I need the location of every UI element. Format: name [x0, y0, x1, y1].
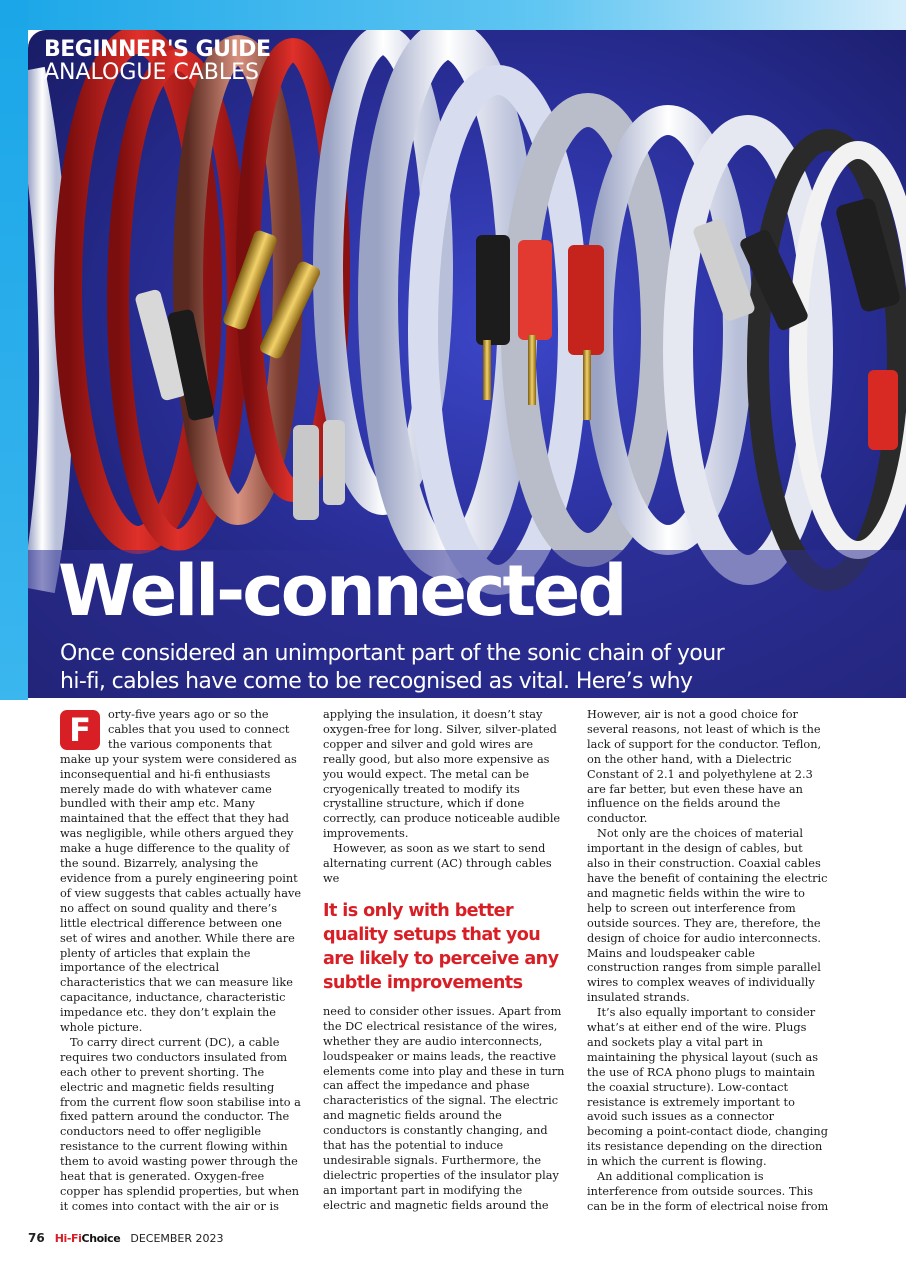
- body-paragraph: need to consider other issues. Apart from the DC electrical resistance of the wires, whether they are audio interconnects, loudspeaker or mains leads, the reactive elements come into play and these in turn can affect the impedance and phase characteristics of the signal. The electric and magnetic fields around the conductors is constantly changing, and that has the potential to induce undesirable signals. Furthermore, the dielectric properties of the insulator play an important part in modifying the electric and magnetic fields around the: [323, 1004, 565, 1212]
- logo-suffix: Choice: [81, 1231, 121, 1245]
- body-paragraph: However, as soon as we start to send alternating current (AC) through cables we: [323, 842, 552, 885]
- kicker-label: BEGINNER'S GUIDE: [44, 37, 271, 62]
- body-paragraph: To carry direct current (DC), a cable requires two conductors insulated from each other to prevent shorting. The electric and magnetic fields resulting from the current flow soon stabilise into a fixed pattern around the conductor. The conductors need to offer negligible resistance to the current flowing within them to avoid wasting power through the heat that is generated. Oxygen-free copper has splendid properties, but when it comes into contact with the air or is: [60, 1035, 301, 1213]
- magazine-logo: [55, 1232, 121, 1245]
- pull-quote: It is only with better quality setups that you are likely to perceive any subtle improvements: [323, 900, 559, 993]
- page-number: 76: [28, 1231, 45, 1245]
- body-column-1: [60, 708, 302, 1213]
- drop-cap: F: [60, 710, 100, 750]
- body-paragraph: applying the insulation, it doesn’t stay oxygen-free for long. Silver, silver-plated copper and silver and gold wires are really good, but also more expensive as you would expect. The metal can be cryogenically treated to modify its crystalline structure, which if done correctly, can produce noticeable audible improvements.: [323, 708, 561, 841]
- topic-label: ANALOGUE CABLES: [44, 60, 260, 86]
- body-column-2: [323, 708, 565, 1213]
- article-standfirst: Once considered an unimportant part of the sonic chain of your hi-fi, cables have come to be recognised as vital. Here’s why: [60, 641, 725, 694]
- body-paragraph: An additional complication is interference from outside sources. This can be in the form of electrical noise from: [587, 1170, 829, 1213]
- body-paragraph: However, air is not a good choice for several reasons, not least of which is the lack of support for the conductor. Teflon, on the other hand, with a Dielectric Constant of 2.1 and polyethylene at 2.3 are far better, but even these have an influence on the fields around the conductor.: [587, 708, 822, 826]
- body-paragraph: orty-five years ago or so the cables that you used to connect the various components that make up your system were considered as inconsequential and hi-fi enthusiasts merely made do with whatever came bundled with their amp etc. Many maintained that the effect that they had was negligible, while others argued they make a huge difference to the quality of the sound. Bizarrely, analysing the evidence from a purely engineering point of view suggests that cables actually have no affect on sound quality and there’s little electrical difference between one set of wires and another. While there are plenty of articles that explain the importance of the electrical characteristics that we can measure like capacitance, inductance, characteristic impedance etc. they don’t explain the whole picture.: [60, 708, 302, 1035]
- body-paragraph: Not only are the choices of material important in the design of cables, but also in their construction. Coaxial cables have the benefit of containing the electric and magnetic fields within the wire to help to screen out interference from outside sources. They are, therefore, the design of choice for audio interconnects. Mains and loudspeaker cable construction ranges from simple parallel wires to complex weaves of individually insulated strands.: [587, 827, 828, 1005]
- body-paragraph: It’s also equally important to consider what’s at either end of the wire. Plugs and sockets play a vital part in maintaining the physical layout (such as the use of RCA phono plugs to maintain the coaxial structure). Low-contact resistance is extremely important to avoid such issues as a connector becoming a point-contact diode, changing its resistance depending on the direction in which the current is flowing.: [587, 1006, 828, 1169]
- body-column-3: [587, 708, 829, 1213]
- page-top-strip: [0, 0, 906, 30]
- article-headline: Well-connected: [58, 550, 625, 632]
- page-edge-strip: [0, 0, 28, 700]
- issue-date: DECEMBER 2023: [130, 1231, 224, 1245]
- logo-prefix: Hi-Fi: [54, 1231, 82, 1245]
- page-footer: [28, 1229, 224, 1247]
- article-body: [60, 708, 840, 1213]
- section-kicker: [44, 38, 270, 84]
